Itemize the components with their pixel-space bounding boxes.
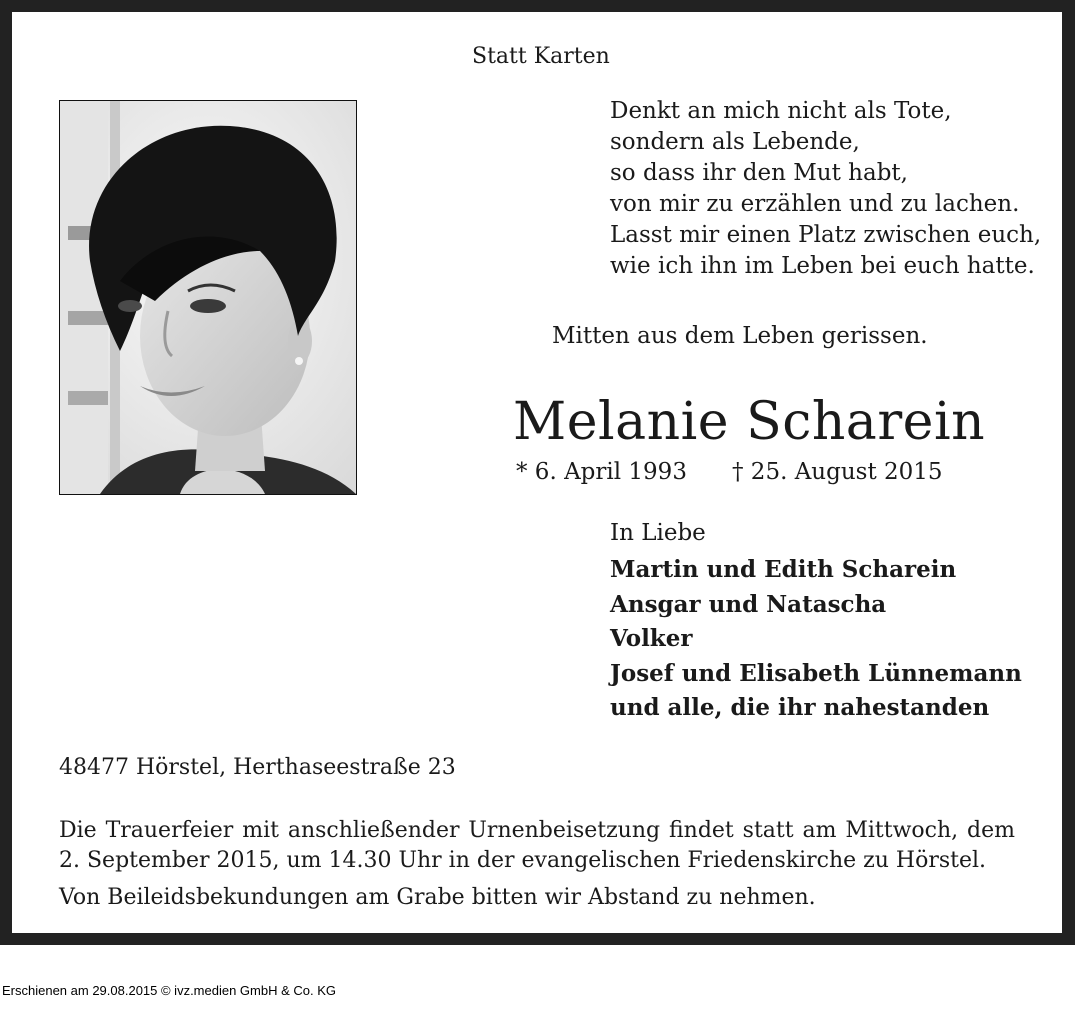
poem-line: von mir zu erzählen und zu lachen.	[610, 191, 1020, 217]
in-liebe-label: In Liebe	[610, 520, 706, 546]
portrait-photo	[59, 100, 357, 495]
birth-date: * 6. April 1993	[516, 459, 687, 485]
ceremony-info: Die Trauerfeier mit anschließender Urnenbeisetzung findet statt am Mittwoch, dem 2. September 2015, um 14.30 Uhr in der evangelischen Friedenskirche zu Hörstel.	[59, 818, 1015, 873]
address: 48477 Hörstel, Herthaseestraße 23	[59, 755, 456, 780]
mourner-name: Josef und Elisabeth Lünnemann	[610, 659, 1022, 687]
mourner-name: Martin und Edith Scharein	[610, 556, 957, 583]
publication-footer: Erschienen am 29.08.2015 © ivz.medien GmbH & Co. KG	[2, 983, 337, 998]
poem	[610, 96, 1041, 282]
death-date: † 25. August 2015	[732, 459, 943, 485]
tagline: Mitten aus dem Leben gerissen.	[552, 323, 928, 349]
statt-karten-heading: Statt Karten	[472, 44, 610, 69]
poem-line: sondern als Lebende,	[610, 129, 860, 155]
obituary-notice	[12, 12, 1062, 933]
deceased-name: Melanie Scharein	[513, 392, 986, 452]
poem-line: Lasst mir einen Platz zwischen euch,	[610, 222, 1042, 248]
condolence-note: Von Beileidsbekundungen am Grabe bitten wir Abstand zu nehmen.	[59, 885, 816, 910]
mourner-name: und alle, die ihr nahestanden	[610, 694, 990, 721]
poem-line: Denkt an mich nicht als Tote,	[610, 98, 952, 124]
mourners-list	[610, 553, 1022, 726]
poem-line: so dass ihr den Mut habt,	[610, 160, 908, 186]
mourner-name: Ansgar und Natascha	[610, 590, 887, 618]
mourner-name: Volker	[610, 625, 693, 652]
poem-line: wie ich ihn im Leben bei euch hatte.	[610, 253, 1035, 279]
